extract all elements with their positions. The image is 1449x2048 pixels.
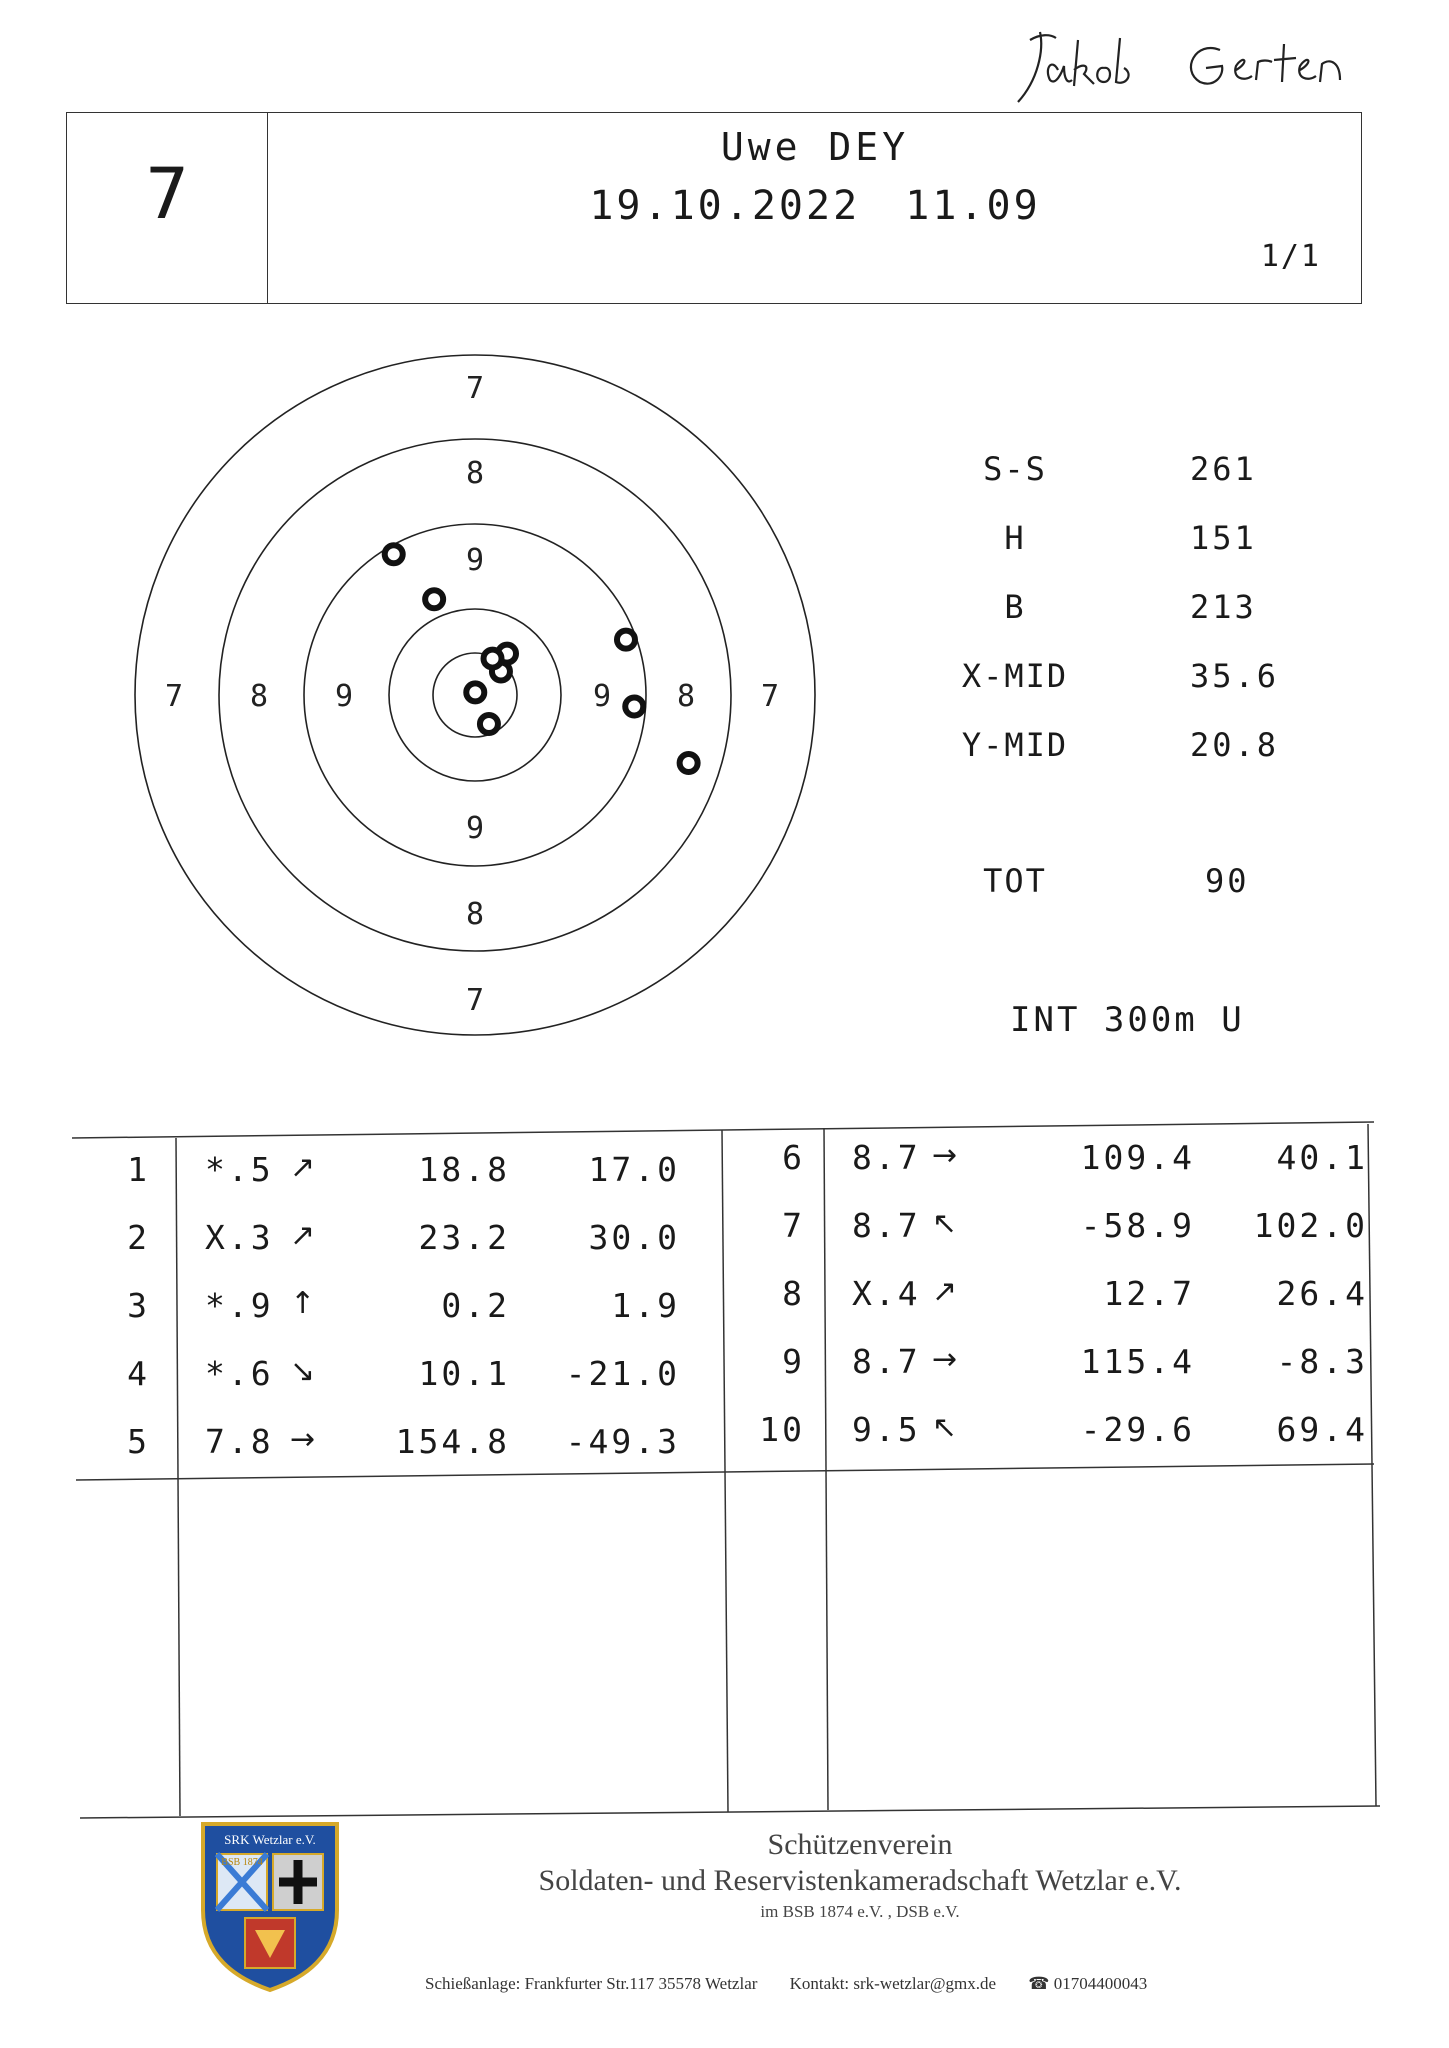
stat-value: 35.6: [1190, 657, 1280, 695]
shot-direction-arrow: ↗: [290, 1150, 316, 1185]
ring-label-8-right: 8: [676, 679, 696, 714]
shot-y-value: 1.9: [611, 1286, 680, 1325]
shot-hit-mark: [385, 545, 403, 563]
stat-label: B: [1004, 588, 1026, 626]
shot-number: 4: [127, 1354, 150, 1393]
total-label: TOT: [983, 862, 1047, 900]
stat-value: 151: [1190, 519, 1257, 557]
club-line-3: im BSB 1874 e.V. , DSB e.V.: [760, 1902, 960, 1921]
stat-row: [950, 726, 1350, 776]
shot-direction-arrow: ↖: [932, 1410, 958, 1445]
shot-hit-mark: [484, 650, 502, 668]
shot-direction-arrow: →: [932, 1138, 958, 1173]
stat-value: 20.8: [1190, 726, 1280, 764]
ring-label-7-bottom: 7: [465, 983, 485, 1018]
svg-text:BSB 1874: BSB 1874: [221, 1857, 263, 1868]
club-line-2: Soldaten- und Reservistenkameradschaft Wetzlar e.V.: [538, 1864, 1182, 1897]
shot-score: *.6: [205, 1354, 274, 1393]
club-email: Kontakt: srk-wetzlar@gmx.de: [789, 1974, 997, 1993]
shot-y-value: 69.4: [1276, 1410, 1368, 1449]
club-name-block: [460, 1828, 1260, 1922]
shot-hit-mark: [466, 683, 484, 701]
shot-x-value: 18.8: [418, 1150, 510, 1189]
ring-label-9-right: 9: [592, 679, 612, 714]
svg-text:SRK Wetzlar e.V.: SRK Wetzlar e.V.: [224, 1832, 316, 1847]
shot-direction-arrow: ↑: [290, 1286, 316, 1321]
shot-direction-arrow: ↘: [290, 1354, 316, 1389]
club-crest-logo: [195, 1818, 345, 1993]
shooter-name: Uwe DEY: [720, 125, 910, 169]
shot-direction-arrow: ↗: [290, 1218, 316, 1253]
shot-direction-arrow: ↖: [932, 1206, 958, 1241]
stat-label: H: [1004, 519, 1026, 557]
shoot-date: 19.10.2022: [589, 183, 861, 229]
shot-direction-arrow: ↗: [932, 1274, 958, 1309]
shot-hit-mark: [680, 754, 698, 772]
ring-label-9-bottom: 9: [465, 811, 485, 846]
shot-score: *.5: [205, 1150, 274, 1189]
shot-direction-arrow: →: [290, 1422, 316, 1457]
ring-label-9-top: 9: [465, 543, 485, 578]
page-indicator: 1/1: [1260, 239, 1321, 274]
shot-number: 7: [782, 1206, 805, 1245]
shot-y-value: 30.0: [588, 1218, 680, 1257]
shot-x-value: 109.4: [1080, 1138, 1195, 1177]
shot-y-value: 26.4: [1276, 1274, 1368, 1313]
shot-score: 8.7: [852, 1342, 921, 1381]
shot-hit-mark: [480, 715, 498, 733]
total-value: 90: [1205, 862, 1250, 900]
stat-row: [950, 588, 1350, 638]
shot-x-value: 0.2: [441, 1286, 510, 1325]
shot-x-value: 23.2: [418, 1218, 510, 1257]
discipline: INT 300m U: [1010, 1000, 1245, 1040]
shot-x-value: 12.7: [1103, 1274, 1195, 1313]
ring-label-8-top: 8: [465, 456, 485, 491]
shot-y-value: -49.3: [565, 1422, 680, 1461]
stat-label: X-MID: [961, 657, 1069, 695]
ring-label-9-left: 9: [334, 679, 354, 714]
club-address: Schießanlage: Frankfurter Str.117 35578 Wetzlar: [425, 1974, 758, 1993]
shoot-datetime: [267, 183, 1363, 229]
shot-score: 8.7: [852, 1206, 921, 1245]
shoot-time: 11.09: [905, 183, 1041, 229]
shot-y-value: -21.0: [565, 1354, 680, 1393]
stat-row: [950, 450, 1350, 500]
shot-y-value: -8.3: [1276, 1342, 1368, 1381]
shot-number: 10: [759, 1410, 805, 1449]
shot-score: *.9: [205, 1286, 274, 1325]
shot-score: X.3: [205, 1218, 274, 1257]
shot-x-value: -58.9: [1080, 1206, 1195, 1245]
ring-label-7-right: 7: [760, 679, 780, 714]
target-number: 7: [144, 153, 190, 235]
club-line-1: Schützenverein: [767, 1828, 953, 1861]
stat-value: 261: [1190, 450, 1257, 488]
shot-score: 8.7: [852, 1138, 921, 1177]
shot-hit-mark: [617, 631, 635, 649]
shot-x-value: -29.6: [1080, 1410, 1195, 1449]
shot-x-value: 154.8: [395, 1422, 510, 1461]
shot-number: 6: [782, 1138, 805, 1177]
ring-label-7-left: 7: [164, 679, 184, 714]
club-contact-line: [425, 1974, 1175, 1994]
shot-number: 1: [127, 1150, 150, 1189]
shot-number: 9: [782, 1342, 805, 1381]
stat-row: [950, 519, 1350, 569]
shot-y-value: 40.1: [1276, 1138, 1368, 1177]
shot-direction-arrow: →: [932, 1342, 958, 1377]
stat-value: 213: [1190, 588, 1257, 626]
ring-label-8-bottom: 8: [465, 897, 485, 932]
shot-y-value: 102.0: [1253, 1206, 1368, 1245]
stat-row: [950, 657, 1350, 707]
header-box: [66, 112, 1362, 304]
shot-y-value: 17.0: [588, 1150, 680, 1189]
shot-x-value: 10.1: [418, 1354, 510, 1393]
shot-hit-mark: [625, 697, 643, 715]
shot-score: 9.5: [852, 1410, 921, 1449]
stat-label: Y-MID: [961, 726, 1069, 764]
ring-label-7-top: 7: [465, 371, 485, 406]
target-face: [130, 350, 830, 1050]
handwritten-signature: [1000, 10, 1420, 120]
shot-number: 5: [127, 1422, 150, 1461]
shot-number: 8: [782, 1274, 805, 1313]
shot-hit-mark: [425, 590, 443, 608]
ring-label-8-left: 8: [249, 679, 269, 714]
shot-score: 7.8: [205, 1422, 274, 1461]
shot-score: X.4: [852, 1274, 921, 1313]
club-phone: ☎ 01704400043: [1028, 1974, 1148, 1993]
shot-x-value: 115.4: [1080, 1342, 1195, 1381]
shot-number: 2: [127, 1218, 150, 1257]
stat-label: S-S: [983, 450, 1047, 488]
shot-number: 3: [127, 1286, 150, 1325]
